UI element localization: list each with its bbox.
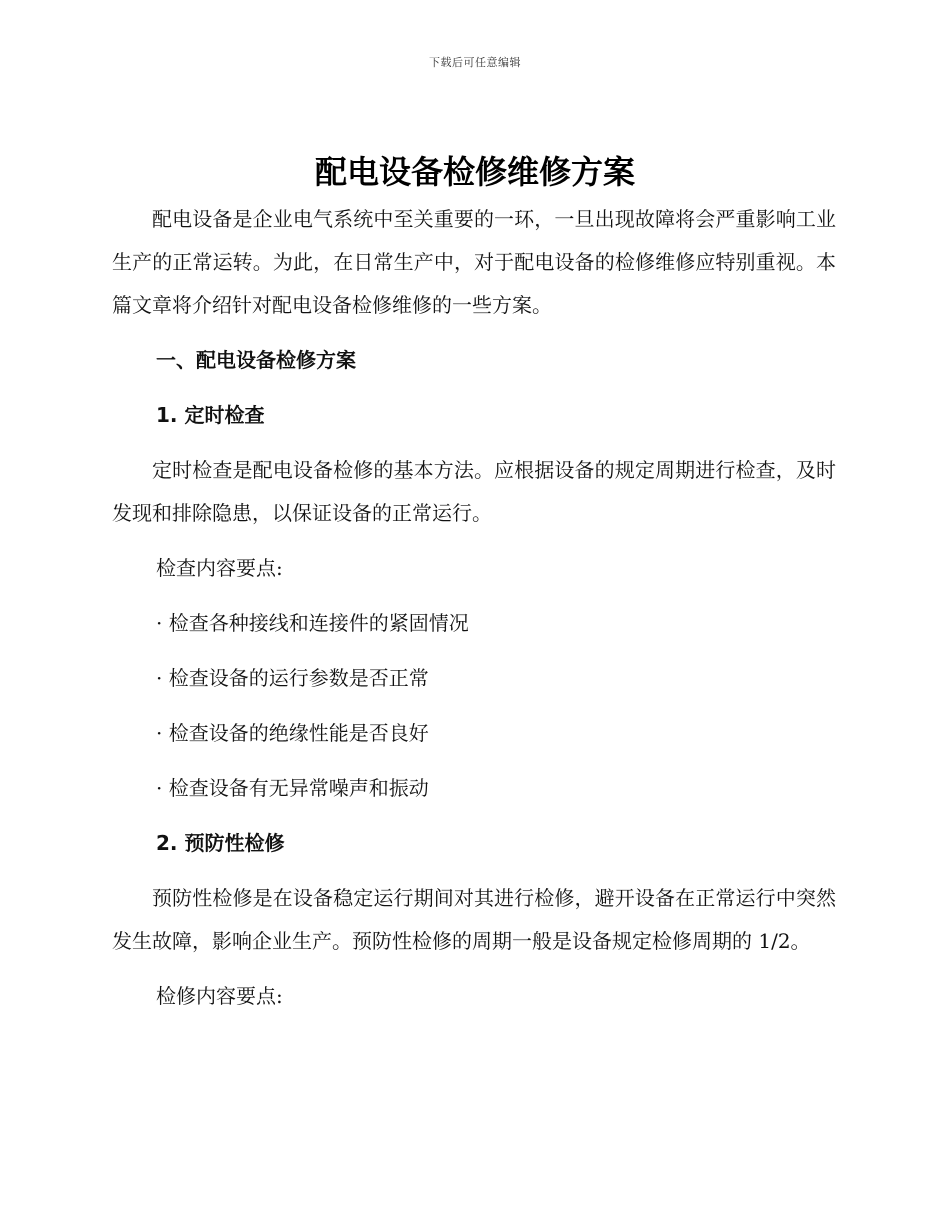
list-item: · 检查各种接线和连接件的紧固情况 [156, 611, 469, 635]
header-note: 下载后可任意编辑 [429, 56, 521, 69]
list-item: · 检查设备有无异常噪声和振动 [156, 776, 429, 800]
list-item: · 检查设备的运行参数是否正常 [156, 666, 429, 690]
check-points-label: 检查内容要点: [156, 556, 283, 580]
document-title: 配电设备检修维修方案 [314, 153, 635, 191]
subsection-2-paragraph: 预防性检修是在设备稳定运行期间对其进行检修，避开设备在正常运行中突然发生故障，影响企业生产。预防性检修的周期一般是设备规定检修周期的 1/2。 [112, 886, 836, 953]
maintenance-points-label: 检修内容要点: [156, 984, 283, 1008]
subsection-heading-1: 1. 定时检查 [156, 403, 265, 427]
subsection-heading-2: 2. 预防性检修 [156, 831, 285, 855]
intro-paragraph: 配电设备是企业电气系统中至关重要的一环，一旦出现故障将会严重影响工业生产的正常运转。为此，在日常生产中，对于配电设备的检修维修应特别重视。本篇文章将介绍针对配电设备检修维修的一些方案。 [112, 207, 836, 317]
list-item: · 检查设备的绝缘性能是否良好 [156, 721, 429, 745]
section-heading-1: 一、配电设备检修方案 [156, 348, 356, 372]
subsection-1-paragraph: 定时检查是配电设备检修的基本方法。应根据设备的规定周期进行检查，及时发现和排除隐患，以保证设备的正常运行。 [112, 458, 836, 525]
document-body [112, 198, 836, 1030]
